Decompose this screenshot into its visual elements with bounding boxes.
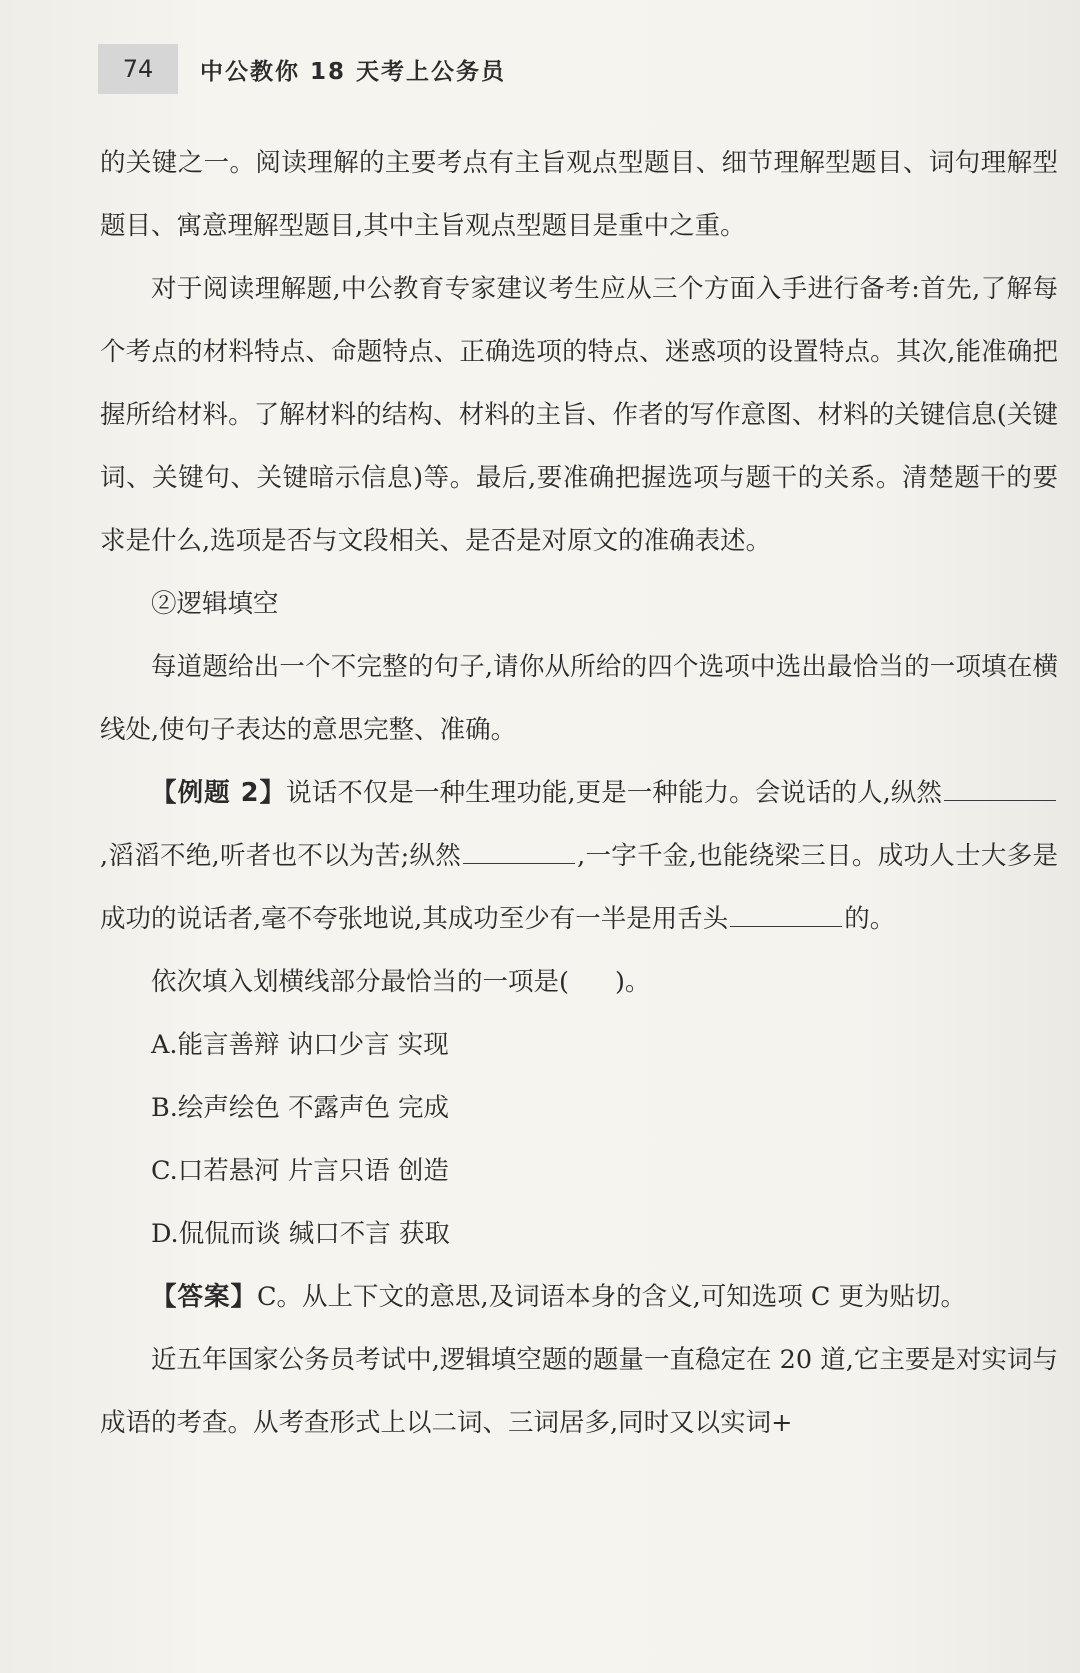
body-text [100,132,1058,1455]
paragraph-4: 近五年国家公务员考试中,逻辑填空题的题量一直稳定在 20 道,它主要是对实词与成语的考查。从考查形式上以二词、三词居多,同时又以实词+ [100,1345,1058,1438]
answer-label: 【答案】 [151,1282,258,1312]
paragraph-3: 每道题给出一个不完整的句子,请你从所给的四个选项中选出最恰当的一项填在横线处,使句子表达的意思完整、准确。 [100,652,1058,745]
page-header [98,44,506,94]
paragraph-1: 的关键之一。阅读理解的主要考点有主旨观点型题目、细节理解型题目、词句理解型题目、寓意理解型题目,其中主旨观点型题目是重中之重。 [100,148,1058,241]
question-prompt [100,951,1058,1014]
option-d: D.侃侃而谈 缄口不言 获取 [151,1219,450,1249]
example-question [100,762,1058,951]
page-number: 74 [98,44,178,94]
example-text-2: ,滔滔不绝,听者也不以为苦;纵然 [100,841,462,871]
answer [100,1266,1058,1329]
question-prompt-text: 依次填入划横线部分最恰当的一项是( [151,967,569,997]
paragraph-2: 对于阅读理解题,中公教育专家建议考生应从三个方面入手进行备考:首先,了解每个考点的材料特点、命题特点、正确选项的特点、迷惑项的设置特点。其次,能准确把握所给材料。了解材料的结构、材料的主旨、作者的写作意图、材料的关键信息(关键词、关键句、关键暗示信息)等。最后,要准确把握选项与题干的关系。清楚题干的要求是什么,选项是否与文段相关、是否是对原文的准确表述。 [100,274,1058,556]
option-b: B.绘声绘色 不露声色 完成 [151,1093,450,1123]
answer-text: C。从上下文的意思,及词语本身的含义,可知选项 C 更为贴切。 [257,1282,966,1312]
section-heading: ②逻辑填空 [151,589,279,619]
fill-blank-1 [944,799,1056,801]
option-c: C.口若悬河 片言只语 创造 [151,1156,449,1186]
example-text-4: 的。 [844,904,896,934]
option-a: A.能言善辩 讷口少言 实现 [151,1030,449,1060]
fill-blank-3 [730,925,842,927]
example-text-3: ,一字千金,也能绕梁三日。成功人士大多是成功的说话者,毫不夸张地说,其成功至少有一半是用舌头 [100,841,1058,934]
question-prompt-end: )。 [614,967,651,997]
example-text-1: 说话不仅是一种生理功能,更是一种能力。会说话的人,纵然 [286,778,942,808]
fill-blank-2 [463,862,575,864]
example-label: 【例题 2】 [151,778,287,808]
book-title: 中公教你 18 天考上公务员 [200,58,507,85]
